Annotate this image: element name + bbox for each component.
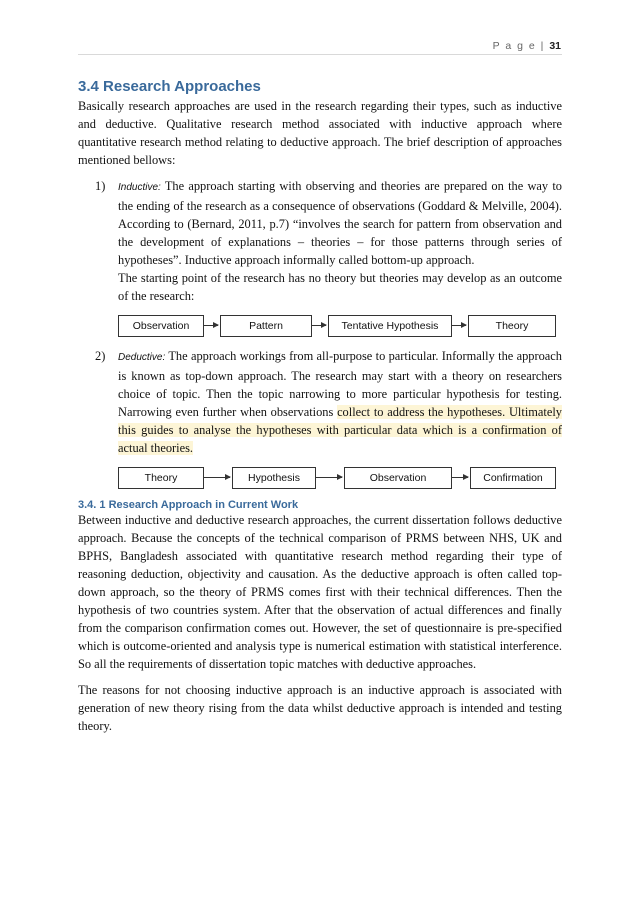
flow-box-theory: Theory <box>468 315 556 337</box>
flow-box-confirmation: Confirmation <box>470 467 556 489</box>
inductive-flow-diagram <box>118 315 562 337</box>
page-number: 31 <box>549 40 561 52</box>
subsection-paragraph-1: Between inductive and deductive research approaches, the current dissertation follows deductive approach. Because the concepts of the technical comparison of PRMS between NHS, UK and BPHS, Bangladesh associated with quantitative research method regarding their type of reasoning deduction, objectivity and causation. As the deductive approach is often called top-down approach, so the theory of PRMS comes first with their technical differences. Then the hypothesis of two countries system. After that the observation of actual differences and finally from the comparison confirmation comes out. However, the set of questionnaire is pre-specified which is outcome-oriented and analysis type is numerical estimation with statistical interference. So all the requirements of dissertation topic matches with deductive approaches. <box>78 513 562 671</box>
list-term: Deductive: <box>118 352 166 363</box>
flow-arrow <box>204 325 218 326</box>
list-text-2: The starting point of the research has no theory but theories may develop as an outcome of the research: <box>118 271 562 303</box>
flow-box-hypothesis: Hypothesis <box>232 467 316 489</box>
deductive-flow-diagram <box>118 467 562 489</box>
page-header: P a g e | 31 <box>492 40 561 52</box>
section-title: 3.4 Research Approaches <box>78 78 261 95</box>
flow-box-theory: Theory <box>118 467 204 489</box>
list-text: The approach workings from all-purpose to particular. Informally the approach is known as top-down approach. The research may start with a theory on researchers choice of topic. Then the topic narrowing to more particular hypothesis for testing. Narrowing even further when observations <box>118 349 562 419</box>
flow-box-pattern: Pattern <box>220 315 312 337</box>
subsection-paragraph-2: The reasons for not choosing inductive approach is an inductive approach is associated with generation of new theory rising from the data whilst deductive approach is intended and testing theory. <box>78 683 562 733</box>
page-label: P a g e <box>492 40 537 52</box>
highlighted-text: collect to address the hypotheses. Ultimately this guides to analyse the hypotheses with particular data which is a confirmation of actual theories. <box>118 405 562 455</box>
subsection-title: 3.4. 1 Research Approach in Current Work <box>78 499 299 511</box>
list-item-inductive <box>78 177 562 337</box>
list-number: 2) <box>95 349 106 363</box>
flow-arrow <box>452 325 466 326</box>
list-item-deductive <box>78 347 562 489</box>
flow-arrow <box>204 477 230 478</box>
flow-arrow <box>452 477 468 478</box>
header-rule <box>78 54 562 55</box>
flow-box-tentative-hypothesis: Tentative Hypothesis <box>328 315 452 337</box>
list-term: Inductive: <box>118 182 161 193</box>
flow-box-observation: Observation <box>344 467 452 489</box>
flow-arrow <box>312 325 326 326</box>
flow-arrow <box>316 477 342 478</box>
list-number: 1) <box>95 179 106 193</box>
flow-box-observation: Observation <box>118 315 204 337</box>
section-intro: Basically research approaches are used in the research regarding their types, such as inductive and deductive. Qualitative research method associated with inductive approach where quantitative research method relating to deductive approach. The brief description of approaches mentioned bellows: <box>78 99 562 167</box>
list-text: The approach starting with observing and theories are prepared on the way to the ending of the research as a consequence of observations (Goddard & Melville, 2004). According to (Bernard, 2011, p.7) “involves the search for pattern from observation and the development of explanations – theories – for those patterns through series of hypotheses”. Inductive approach informally called bottom-up approach. <box>118 179 562 267</box>
page-content <box>78 78 562 735</box>
